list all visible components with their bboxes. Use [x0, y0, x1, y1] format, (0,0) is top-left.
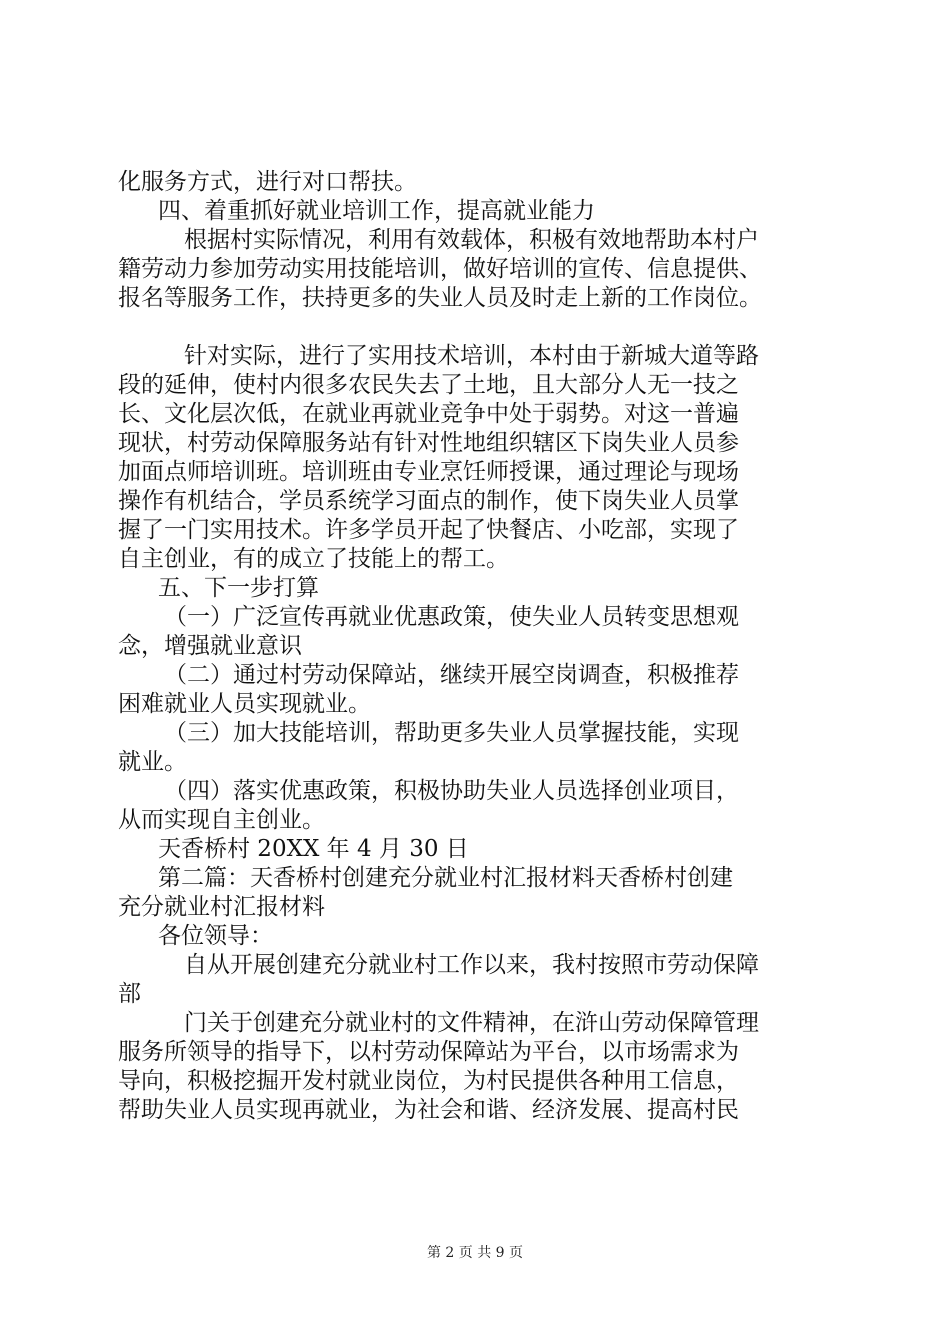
text-line: 导向，积极挖掘开发村就业岗位，为村民提供各种用工信息， — [118, 1068, 739, 1094]
text-line: 充分就业村汇报材料 — [118, 894, 325, 920]
text-line: 就业。 — [118, 749, 187, 775]
section-heading: 五、下一步打算 — [158, 575, 319, 601]
page-number-footer: 第 2 页 共 9 页 — [426, 1245, 524, 1261]
list-item: （三）加大技能培训，帮助更多失业人员掌握技能，实现 — [164, 720, 739, 746]
text-line: 报名等服务工作，扶持更多的失业人员及时走上新的工作岗位。 — [118, 285, 762, 311]
text-line: 化服务方式，进行对口帮扶。 — [118, 169, 417, 195]
list-item: （四）落实优惠政策，积极协助失业人员选择创业项目， — [164, 778, 739, 804]
text-line: 自从开展创建充分就业村工作以来，我村按照市劳动保障 — [184, 952, 759, 978]
text-line: 门关于创建充分就业村的文件精神，在浒山劳动保障管理 — [184, 1010, 759, 1036]
signature-date: 天香桥村 20XX 年 4 月 30 日 — [158, 836, 469, 862]
text-line: 部 — [118, 981, 141, 1007]
text-line: 针对实际，进行了实用技术培训，本村由于新城大道等路 — [184, 343, 759, 369]
salutation: 各位领导： — [158, 923, 273, 949]
text-line: 操作有机结合，学员系统学习面点的制作，使下岗失业人员掌 — [118, 488, 739, 514]
chapter-title: 第二篇：天香桥村创建充分就业村汇报材料天香桥村创建 — [158, 865, 733, 891]
text-line: 自主创业，有的成立了技能上的帮工。 — [118, 546, 509, 572]
section-heading: 四、着重抓好就业培训工作，提高就业能力 — [158, 198, 595, 224]
text-line: 根据村实际情况，利用有效载体，积极有效地帮助本村户 — [184, 227, 759, 253]
text-line: 加面点师培训班。培训班由专业烹饪师授课，通过理论与现场 — [118, 459, 739, 485]
paragraph-gap — [118, 313, 830, 342]
text-line: 帮助失业人员实现再就业，为社会和谐、经济发展、提高村民 — [118, 1097, 739, 1123]
list-item: （二）通过村劳动保障站，继续开展空岗调查，积极推荐 — [164, 662, 739, 688]
text-line: 念，增强就业意识 — [118, 633, 302, 659]
text-line: 服务所领导的指导下，以村劳动保障站为平台，以市场需求为 — [118, 1039, 739, 1065]
text-line: 现状，村劳动保障服务站有针对性地组织辖区下岗失业人员参 — [118, 430, 739, 456]
text-line: 籍劳动力参加劳动实用技能培训，做好培训的宣传、信息提供、 — [118, 256, 762, 282]
document-body — [118, 168, 830, 1125]
text-line: 从而实现自主创业。 — [118, 807, 325, 833]
text-line: 握了一门实用技术。许多学员开起了快餐店、小吃部，实现了 — [118, 517, 739, 543]
text-line: 段的延伸，使村内很多农民失去了土地，且大部分人无一技之 — [118, 372, 739, 398]
text-line: 困难就业人员实现就业。 — [118, 691, 371, 717]
text-line: 长、文化层次低，在就业再就业竞争中处于弱势。对这一普遍 — [118, 401, 739, 427]
list-item: （一）广泛宣传再就业优惠政策，使失业人员转变思想观 — [164, 604, 739, 630]
